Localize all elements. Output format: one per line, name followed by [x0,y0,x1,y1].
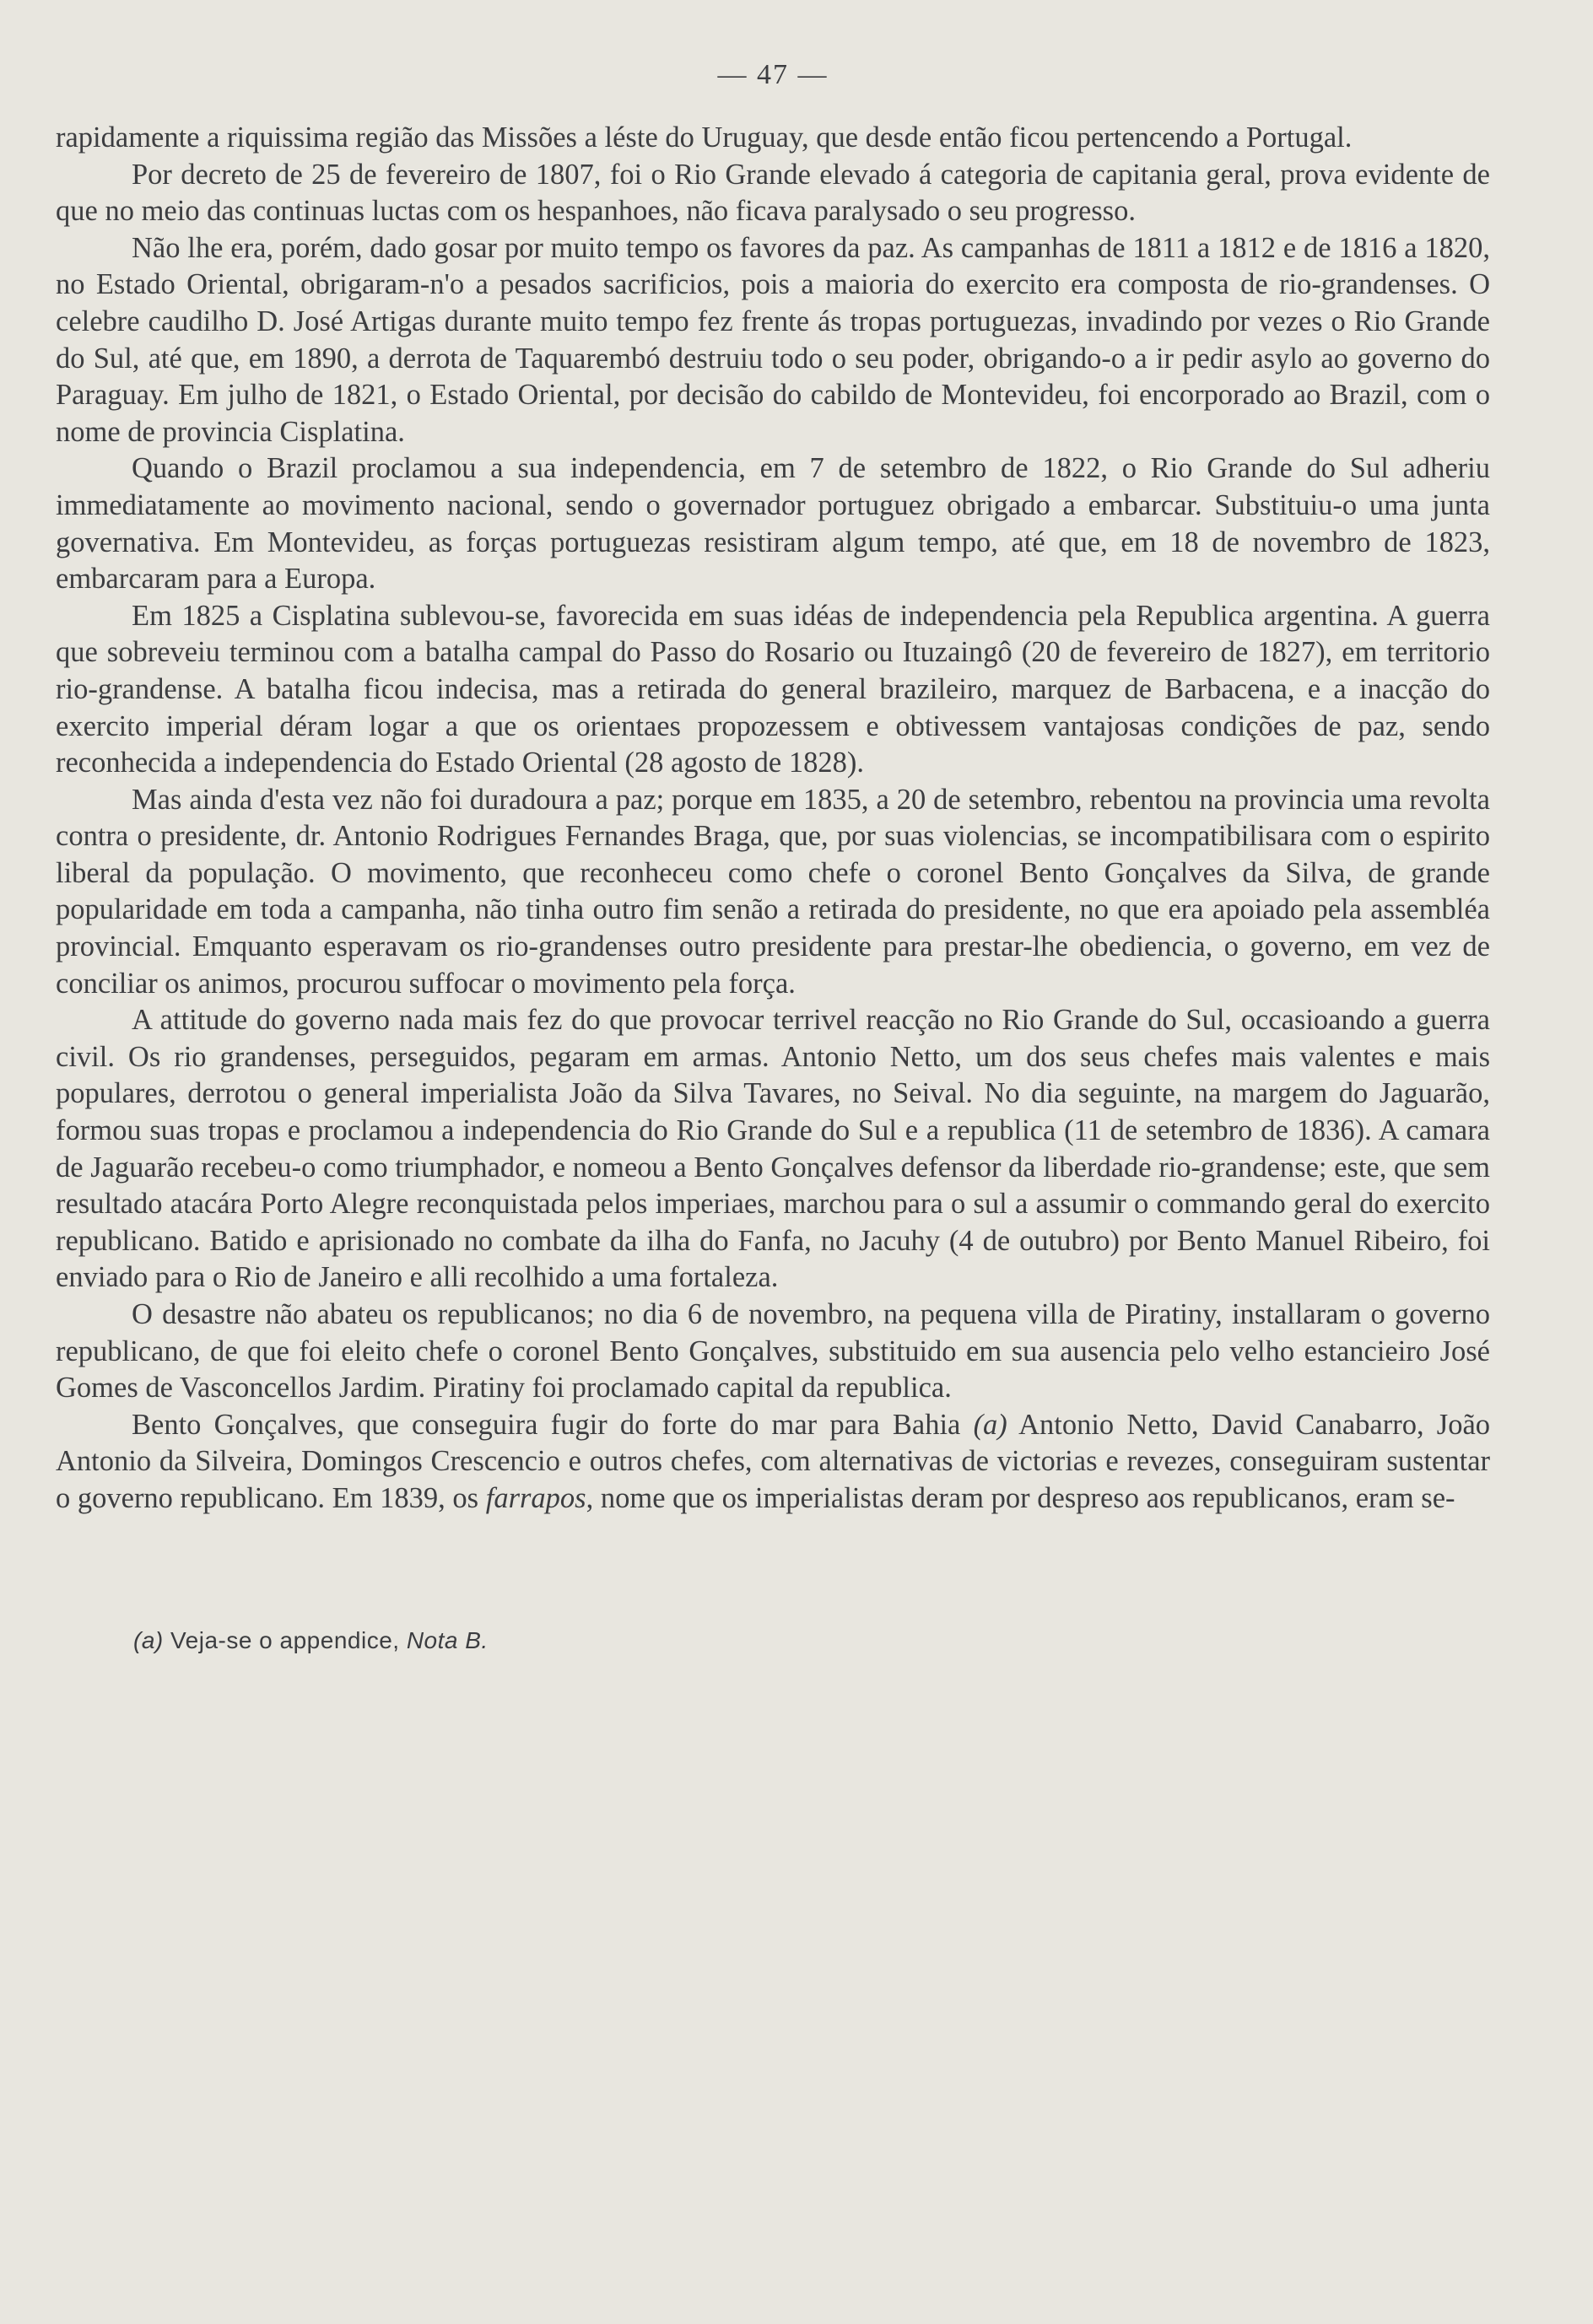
paragraph-text: Antonio Netto, David Canabarro, João Antonio da Silveira, Domingos Crescencio e outros chefes, com alternativas de victorias e revezes, conseguiram sustentar o governo republicano. Em 1839, os [56,1408,1491,1514]
paragraph: Não lhe era, porém, dado gosar por muito tempo os favores da paz. As campanhas de 1811 a 1812 e de 1816 a 1820, no Estado Oriental, obrigaram-n'o a pesados sacrificios, pois a maioria do exercito era composta de rio-grandenses. O celebre caudilho D. José Artigas durante muito tempo fez frente ás tropas portuguezas, invadindo por vezes o Rio Grande do Sul, até que, em 1890, a derrota de Taquarembó destruiu todo o seu poder, obrigando-o a ir pedir asylo ao governo do Paraguay. Em julho de 1821, o Estado Oriental, por decisão do cabildo de Montevideu, foi encorporado ao Brazil, com o nome de provincia Cisplatina. [56,231,1490,448]
paragraph: Mas ainda d'esta vez não foi duradoura a paz; porque em 1835, a 20 de setembro, rebentou na provincia uma revolta contra o presidente, dr. Antonio Rodrigues Fernandes Braga, que, por suas violencias, se incompatibilisara com o espirito liberal da população. O movimento, que reconheceu como chefe o coronel Bento Gonçalves da Silva, de grande popularidade em toda a campanha, não tinha outro fim senão a retirada do presidente, no que era apoiado pela assembléa provincial. Emquanto esperavam os rio-grandenses outro presidente para prestar-lhe obediencia, o governo, em vez de conciliar os animos, procurou suffocar o movimento pela força. [56,783,1490,1000]
paragraph: Em 1825 a Cisplatina sublevou-se, favorecida em suas idéas de independencia pela Republica argentina. A guerra que sobreveiu terminou com a batalha campal do Passo do Rosario ou Ituzaingô (20 de fevereiro de 1827), em territorio rio-grandense. A batalha ficou indecisa, mas a retirada do general brazileiro, marquez de Barbacena, e a inacção do exercito imperial déram logar a que os orientaes propozessem e obtivessem vantajosas condições de paz, sendo reconhecida a independencia do Estado Oriental (28 agosto de 1828). [56,599,1490,779]
paragraph [56,1407,1490,1518]
document-page [56,59,1490,1654]
paragraph: A attitude do governo nada mais fez do que provocar terrivel reacção no Rio Grande do Sul, occasioando a guerra civil. Os rio grandenses, perseguidos, pegaram em armas. Antonio Netto, um dos seus chefes mais valentes e mais populares, derrotou o general imperialista João da Silva Tavares, no Seival. No dia seguinte, na margem do Jaguarão, formou suas tropas e proclamou a independencia do Rio Grande do Sul e a republica (11 de setembro de 1836). A camara de Jaguarão recebeu-o como triumphador, e nomeou a Bento Gonçalves defensor da liberdade rio-grandense; este, que sem resultado atacára Porto Alegre reconquistada pelos imperiaes, marchou para o sul a assumir o commando geral do exercito republicano. Batido e aprisionado no combate da ilha do Fanfa, no Jacuhy (4 de outubro) por Bento Manuel Ribeiro, foi enviado para o Rio de Janeiro e alli recolhido a uma fortaleza. [56,1004,1490,1294]
body-text [56,120,1490,1518]
emphasized-term: farrapos [485,1481,586,1514]
paragraph: Por decreto de 25 de fevereiro de 1807, foi o Rio Grande elevado á categoria de capitania geral, prova evidente de que no meio das continuas luctas com os hespanhoes, não ficava paralysado o seu progresso. [56,158,1490,228]
footnote-reference: (a) [973,1408,1007,1441]
footnote [133,1627,1490,1654]
footnote-text: Veja-se o appendice, [163,1626,407,1653]
page-number: — 47 — [717,59,829,90]
paragraph-text: , nome que os imperialistas deram por despreso aos republicanos, eram se- [586,1481,1455,1514]
footnote-marker: (a) [133,1626,164,1653]
footnote-spacer [56,1518,1490,1627]
paragraph: Quando o Brazil proclamou a sua independencia, em 7 de setembro de 1822, o Rio Grande do Sul adheriu immediatamente ao movimento nacional, sendo o governador portuguez obrigado a embarcar. Substituiu-o uma junta governativa. Em Montevideu, as forças portuguezas resistiram algum tempo, até que, em 18 de novembro de 1823, embarcaram para a Europa. [56,452,1490,596]
paragraph: rapidamente a riquissima região das Missões a léste do Uruguay, que desde então ficou pertencendo a Portugal. [56,121,1353,154]
paragraph-text: Bento Gonçalves, que conseguira fugir do forte do mar para Bahia [132,1408,974,1441]
paragraph: O desastre não abateu os republicanos; no dia 6 de novembro, na pequena villa de Piratiny, installaram o governo republicano, de que foi eleito chefe o coronel Bento Gonçalves, substituido em sua ausencia pelo velho estancieiro José Gomes de Vasconcellos Jardim. Piratiny foi proclamado capital da republica. [56,1298,1490,1405]
footnote-note-ref: Nota B. [406,1626,489,1653]
